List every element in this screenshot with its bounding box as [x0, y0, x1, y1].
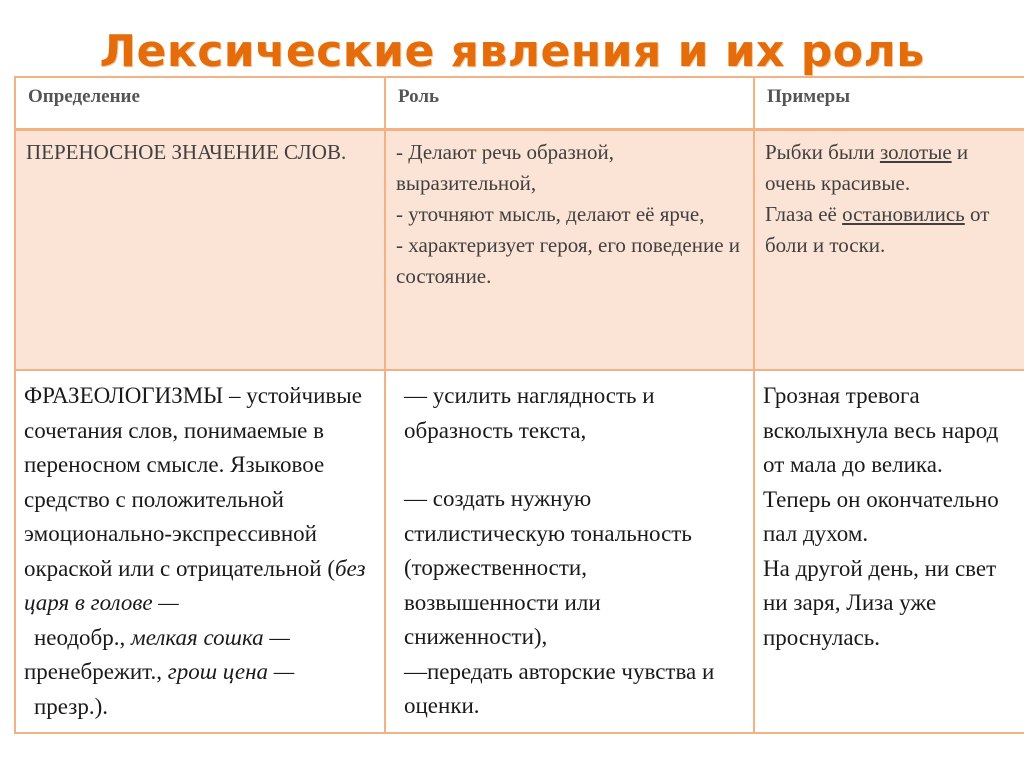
row2-definition-cell	[15, 370, 385, 733]
row1-role-item: - уточняют мысль, делают её ярче,	[396, 202, 705, 226]
row2-label-c: презр.).	[34, 693, 109, 719]
row1-definition: ПЕРЕНОСНОЕ ЗНАЧЕНИЕ СЛОВ.	[26, 140, 347, 164]
page-title: Лексические явления и их роль	[99, 26, 925, 77]
header-definition: Определение	[15, 77, 385, 130]
row1-role-item: - Делают речь образной, выразительной,	[396, 140, 614, 195]
phenomena-table	[14, 76, 1024, 734]
row1-definition-cell	[15, 130, 385, 371]
row1-role-item: - характеризует героя, его поведение и состояние.	[396, 233, 741, 288]
row2-role-item: — усилить наглядность и образность текста,	[404, 383, 655, 443]
row2-label-a: неодобр.,	[34, 624, 132, 650]
row1-role-cell	[385, 130, 754, 371]
row2-examples: Грозная тревога всколыхнула весь народ от мала до велика. Теперь он окончательно пал духом. На другой день, ни свет ни заря, Лиза уже проснулась.	[763, 383, 999, 650]
header-examples: Примеры	[754, 77, 1024, 130]
row2-examples-cell	[754, 370, 1024, 733]
row1-example1-highlight: золотые	[879, 140, 952, 164]
header-role: Роль	[385, 77, 754, 130]
table-row	[15, 130, 1024, 371]
row1-example1-pre: Рыбки были	[765, 140, 880, 164]
table-header-row	[15, 77, 1024, 130]
row2-role-cell	[385, 370, 754, 733]
row2-role-item: —передать авторские чувства и оценки.	[404, 658, 715, 718]
row2-example-a: без царя в голове —	[24, 555, 366, 615]
table-row	[15, 370, 1024, 733]
row1-example2-highlight: остановились	[842, 202, 965, 226]
row2-definition-main: ФРАЗЕОЛОГИЗМЫ – устойчивые сочетания слов, понимаемые в переносном смысле. Языковое средство с положительной эмоционально-экспрессивной окраской или с отрицательной (	[24, 383, 362, 581]
row2-role-item: — создать нужную стилистическую тональность (торжественности, возвышенности или сниженности),	[404, 486, 692, 649]
row1-example1-post: и очень красивые.	[765, 140, 969, 195]
row1-example2-post: от боли и тоски.	[765, 202, 990, 257]
row2-example-b: мелкая сошка —	[131, 624, 290, 650]
row2-example-c: грош цена —	[167, 659, 295, 684]
row1-examples-cell	[754, 130, 1024, 371]
row2-label-b: пренебрежит.,	[24, 659, 168, 684]
row1-example2-pre: Глаза её	[765, 202, 843, 226]
